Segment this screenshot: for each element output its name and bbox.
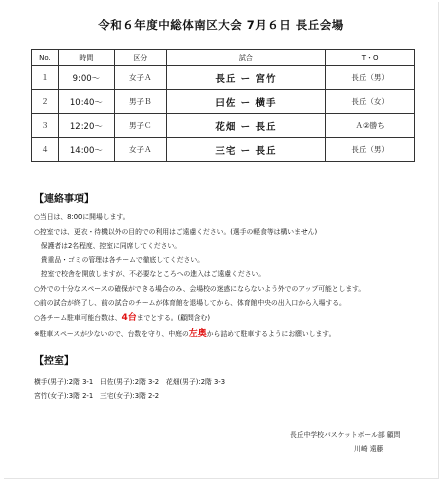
notice-line: ○外での十分なスペースの確保ができる場合のみ、会場校の迷惑にならないよう外でのアップ可能とします。	[34, 285, 366, 293]
rooms-heading: 【控室】	[34, 356, 74, 367]
footer-names: 川崎 遠藤	[354, 445, 384, 453]
cell-to: Ａ②勝ち	[326, 114, 415, 138]
cell-match: 三宅 ー 長丘	[166, 138, 326, 162]
cell-time: 9:00～	[58, 66, 114, 90]
parking-rule-prefix: ※駐車スペースが少ないので、台数を守り、中庭の	[34, 330, 189, 338]
cell-no: ４	[32, 138, 59, 162]
notice-heading: 【連絡事項】	[34, 194, 94, 205]
parking-count-value: 4台	[121, 313, 137, 323]
parking-count-prefix: ○各チーム駐車可能台数は、	[34, 314, 122, 322]
cell-no: ３	[32, 114, 59, 138]
page-title: 令和６年度中総体南区大会 7月６日 長丘会場	[98, 18, 344, 32]
parking-count-suffix: までとする。(顧問含む)	[136, 314, 211, 322]
column-header-time: 時間	[58, 50, 114, 66]
schedule-table	[31, 49, 415, 162]
cell-division: 男子Ｂ	[114, 90, 166, 114]
cell-to: 長丘（女）	[326, 90, 415, 114]
column-header-division: 区分	[114, 50, 166, 66]
cell-no: ２	[32, 90, 59, 114]
cell-to: 長丘（男）	[326, 138, 415, 162]
rooms-line: 横手(男子):2階 3-1 曰佐(男子):2階 3-2 花畑(男子):2階 3-3	[34, 378, 226, 386]
table-header-row	[32, 50, 415, 66]
table-row	[32, 114, 415, 138]
notice-line: 保護者は2名程度、控室に同席してください。	[34, 242, 182, 250]
notice-line: 控室で校舎を開放しますが、不必要なところへの進入はご遠慮ください。	[34, 270, 266, 278]
column-header-to: T・O	[326, 50, 415, 66]
cell-to: 長丘（男）	[326, 66, 415, 90]
notice-line: ○前の試合が終了し、前の試合のチームが体育館を退場してから、体育館中央の出入口から入場する。	[34, 299, 346, 307]
notice-line: ○当日は、8:00に開場します。	[34, 213, 130, 221]
column-header-match: 試合	[166, 50, 326, 66]
parking-rule-suffix: から詰めて駐車するようにお願いします。	[206, 330, 336, 338]
cell-time: 10:40～	[58, 90, 114, 114]
cell-time: 14:00～	[58, 138, 114, 162]
notice-line: 貴重品・ゴミの管理は各チームで徹底してください。	[34, 256, 204, 264]
cell-match: 花畑 ー 長丘	[166, 114, 326, 138]
table-row	[32, 138, 415, 162]
cell-no: １	[32, 66, 59, 90]
notice-line: ○控室では、更衣・待機以外の目的での利用はご遠慮ください。(選手の軽食等は構いません)	[34, 228, 318, 236]
cell-time: 12:20～	[58, 114, 114, 138]
parking-rule-line	[34, 326, 335, 339]
cell-division: 男子Ｃ	[114, 114, 166, 138]
cell-match: 長丘 ー 宮竹	[166, 66, 326, 90]
cell-division: 女子Ａ	[114, 138, 166, 162]
cell-match: 曰佐 ー 横手	[166, 90, 326, 114]
cell-division: 女子Ａ	[114, 66, 166, 90]
footer-organization: 長丘中学校バスケットボール部 顧問	[290, 431, 401, 439]
table-row	[32, 66, 415, 90]
column-header-no: No.	[32, 50, 59, 66]
table-row	[32, 90, 415, 114]
rooms-line: 宮竹(女子):3階 2-1 三宅(女子):3階 2-2	[34, 392, 160, 400]
parking-count-line	[34, 310, 210, 323]
parking-rule-highlight: 左奥	[188, 329, 207, 339]
document-page	[4, 2, 439, 479]
